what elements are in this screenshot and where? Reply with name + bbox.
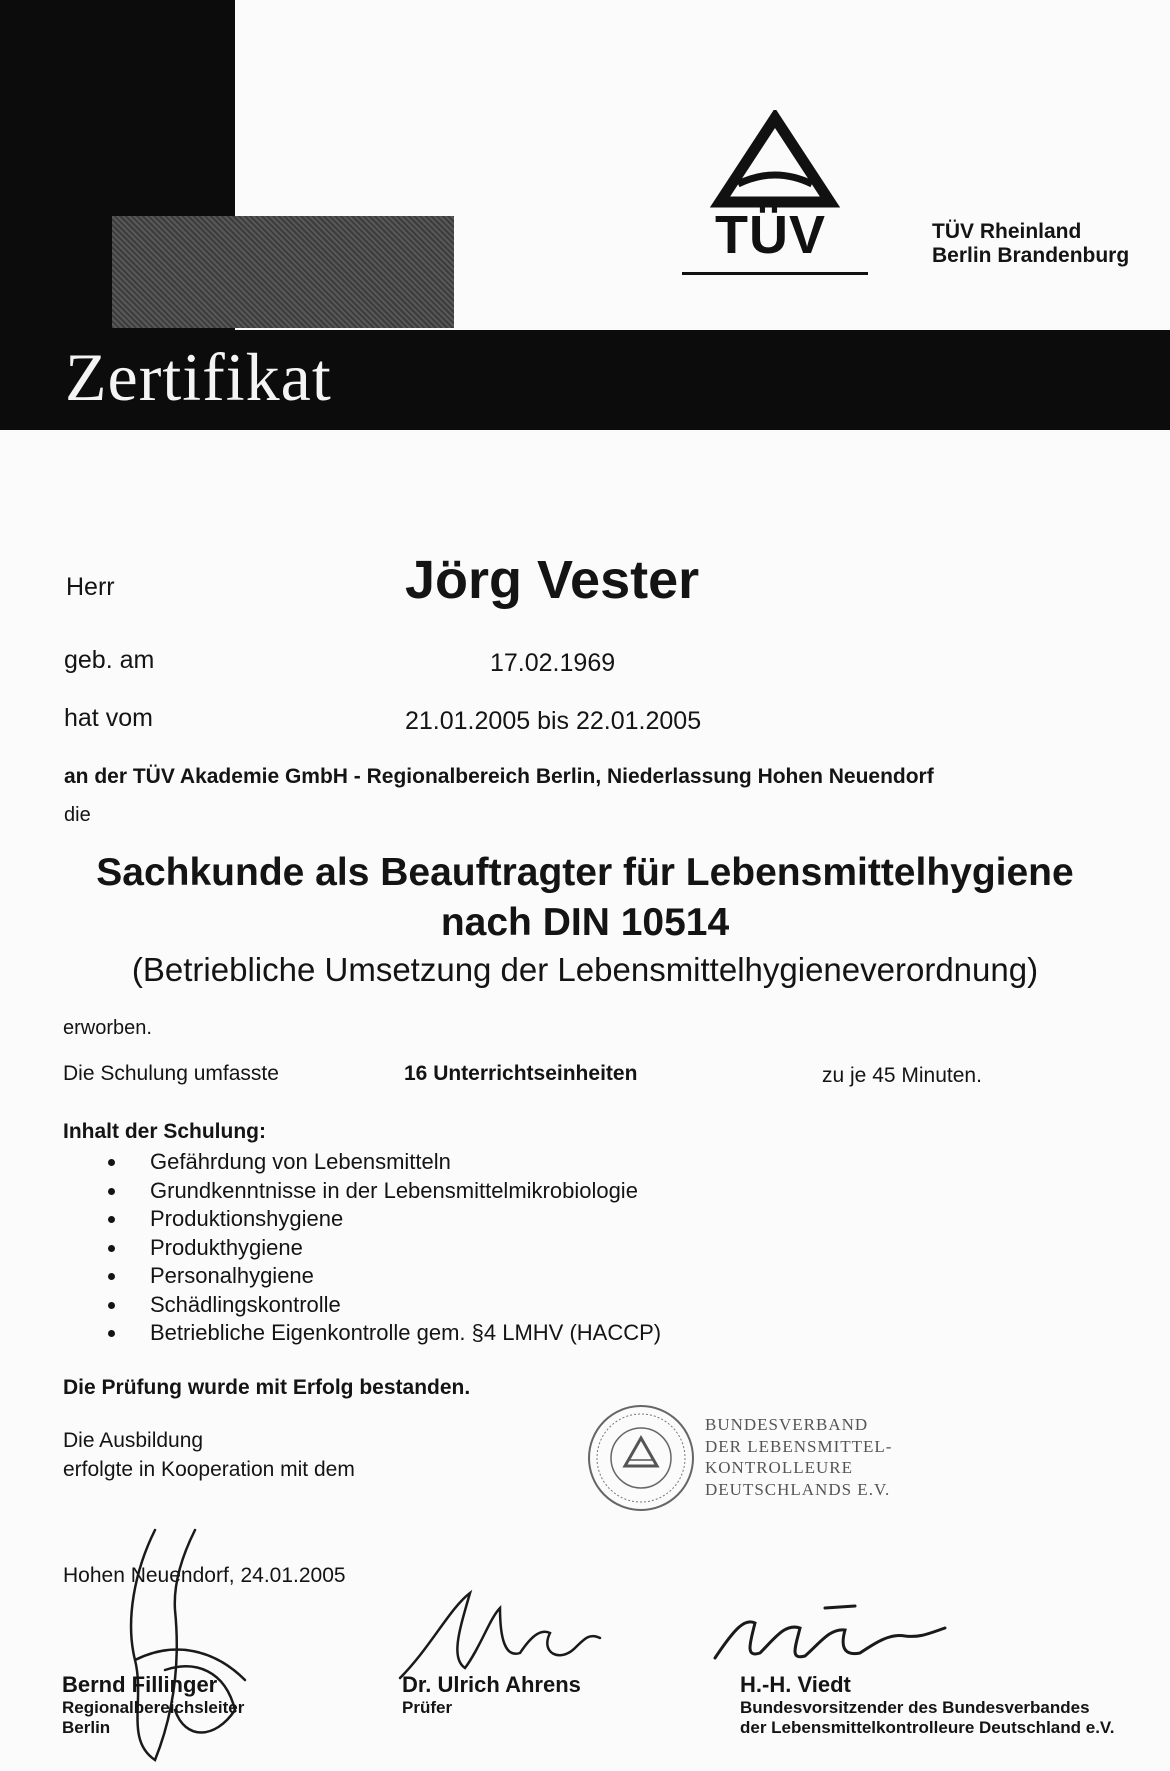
bullet-icon — [108, 1330, 115, 1337]
birth-label: geb. am — [64, 646, 155, 674]
signature-3-icon — [705, 1598, 955, 1678]
issuer-name — [932, 220, 1129, 268]
course-subtitle: (Betriebliche Umsetzung der Lebensmittelhygieneverordnung) — [131, 951, 1039, 988]
signatory-1-location: Berlin — [62, 1718, 111, 1737]
training-period: 21.01.2005 bis 22.01.2005 — [405, 707, 702, 735]
signatory-2-role: Prüfer — [402, 1698, 453, 1717]
partner-line-1: BUNDESVERBAND — [705, 1415, 869, 1434]
training-units: 16 Unterrichtseinheiten — [404, 1062, 638, 1085]
issuer-line-2: Berlin Brandenburg — [932, 244, 1130, 267]
period-label: hat vom — [64, 704, 153, 732]
signatory-3 — [740, 1672, 1114, 1738]
signatory-1-role: Regionalbereichsleiter — [62, 1698, 245, 1717]
bullet-icon — [108, 1188, 115, 1195]
tuv-logo-word: TÜV — [715, 205, 826, 265]
bullet-icon — [108, 1273, 115, 1280]
contents-heading: Inhalt der Schulung: — [63, 1120, 266, 1143]
place-date: Hohen Neuendorf, 24.01.2005 — [63, 1564, 346, 1587]
signatory-1 — [62, 1672, 244, 1738]
partner-line-4: DEUTSCHLANDS E.V. — [705, 1479, 891, 1499]
bullet-icon — [108, 1245, 115, 1252]
list-item: Schädlingskontrolle — [100, 1291, 661, 1320]
signatory-3-role-2: der Lebensmittelkontrolleure Deutschland e.V. — [740, 1718, 1115, 1737]
partner-name — [705, 1414, 892, 1500]
cooperation-line-1: Die Ausbildung — [63, 1429, 204, 1452]
course-title-line-2: nach DIN 10514 — [440, 901, 730, 944]
bullet-icon — [108, 1302, 115, 1309]
partner-line-3: KONTROLLEURE — [705, 1458, 853, 1477]
training-duration: zu je 45 Minuten. — [822, 1064, 982, 1087]
issuer-line-1: TÜV Rheinland — [932, 220, 1082, 243]
certificate-title: Zertifikat — [65, 339, 332, 415]
training-label: Die Schulung umfasste — [63, 1062, 279, 1085]
bullet-icon — [108, 1159, 115, 1166]
signatory-3-name: H.-H. Viedt — [740, 1672, 851, 1697]
partner-seal-icon — [585, 1402, 697, 1514]
salutation: Herr — [66, 573, 115, 601]
list-item: Personalhygiene — [100, 1262, 661, 1291]
institution-line: an der TÜV Akademie GmbH - Regionalbereich Berlin, Niederlassung Hohen Neuendorf — [64, 765, 934, 788]
list-item: Betriebliche Eigenkontrolle gem. §4 LMHV (HACCP) — [100, 1319, 661, 1348]
signatory-3-role: Bundesvorsitzender des Bundesverbandes — [740, 1698, 1090, 1717]
signatory-1-name: Bernd Fillinger — [62, 1672, 218, 1697]
birth-date: 17.02.1969 — [490, 649, 616, 677]
bullet-icon — [108, 1216, 115, 1223]
article-text: die — [64, 804, 91, 826]
list-item: Produkthygiene — [100, 1234, 661, 1263]
contents-list — [100, 1148, 661, 1348]
partner-line-2: DER LEBENSMITTEL- — [705, 1436, 893, 1456]
cooperation-line-2: erfolgte in Kooperation mit dem — [63, 1458, 355, 1481]
signatory-2 — [402, 1672, 581, 1718]
course-title-line-1: Sachkunde als Beauftragter für Lebensmittelhygiene — [96, 851, 1074, 894]
signatory-2-name: Dr. Ulrich Ahrens — [402, 1672, 581, 1697]
redacted-block — [112, 216, 454, 328]
exam-result: Die Prüfung wurde mit Erfolg bestanden. — [63, 1376, 471, 1399]
list-item: Grundkenntnisse in der Lebensmittelmikrobiologie — [100, 1177, 661, 1206]
list-item: Gefährdung von Lebensmitteln — [100, 1148, 661, 1177]
logo-underline — [682, 272, 868, 275]
acquired-text: erworben. — [63, 1017, 152, 1039]
list-item: Produktionshygiene — [100, 1205, 661, 1234]
recipient-name: Jörg Vester — [405, 550, 700, 610]
